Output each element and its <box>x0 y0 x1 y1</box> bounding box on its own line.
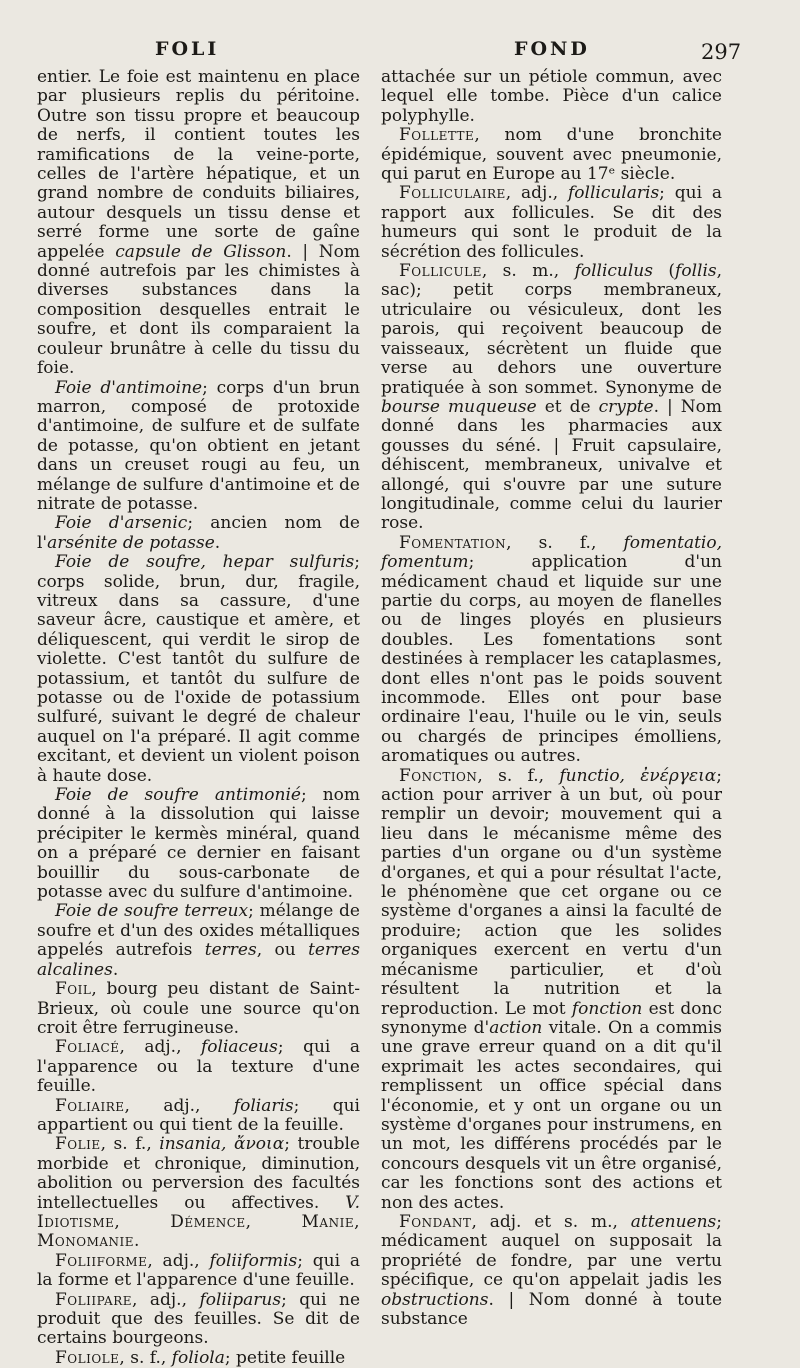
subentry-foie-arsenic: Foie d'arsenic; ancien nom de l'arsénite de potasse. <box>37 513 360 553</box>
page-number: 297 <box>701 40 742 64</box>
subentry-foie-soufre-terreux: Foie de soufre terreux; mélange de soufre et d'un des oxides métalliques appelés autrefois terres, ou terres alcalines. <box>37 901 360 980</box>
entry-folie: Folie, s. f., insania, ἄνοια; trouble morbide et chronique, diminution, abolition ou perversion des facultés intellectuelles ou affectives. V. Idiotisme, Démence, Manie, Monomanie. <box>37 1134 360 1252</box>
left-column <box>37 68 360 1368</box>
subentry-foie-antimoine: Foie d'antimoine; corps d'un brun marron, composé de protoxide d'antimoine, de sulfure et de sulfate de potasse, qu'on obtient en jetant dans un creuset rougi au feu, un mélange de sulfure d'antimoine et de nitrate de potasse. <box>37 377 360 514</box>
right-column <box>381 68 722 1329</box>
entry-follette: Follette, nom d'une bronchite épidémique, souvent avec pneumonie, qui parut en Europe au 17ᵉ siècle. <box>381 125 722 185</box>
running-head-left: FOLI <box>155 38 220 60</box>
entry-continuation: entier. Le foie est maintenu en place par plusieurs replis du péritoine. Outre son tissu propre et beaucoup de nerfs, il contient toutes les ramifications de la veine-porte, celles de l'artère hépatique, et un grand nombre de conduits biliaires, autour desquels un tissu dense et serré forme une sorte de gaîne appelée capsule de Glisson. | Nom donné autrefois par les chimistes à diverses substances dans la composition desquelles entrait le soufre, et dont ils comparaient la couleur brunâtre à celle du tissu du foie. <box>37 67 361 379</box>
entry-foliaire: Foliaire, adj., foliaris; qui appartient ou qui tient de la feuille. <box>37 1095 360 1135</box>
entry-continuation-foliole: attachée sur un pétiole commun, avec lequel elle tombe. Pièce d'un calice polyphylle. <box>381 67 722 126</box>
entry-foliipare: Foliipare, adj., foliiparus; qui ne produit que des feuilles. Se dit de certains bourgeons. <box>37 1289 360 1349</box>
entry-fomentation: Fomentation, s. f., fomentatio, fomentum; application d'un médicament chaud et liquide sur une partie du corps, au moyen de flanelles ou de linges ployés en plusieurs doubles. Les fomentations sont destinées à remplacer les cataplasmes, dont elles n'ont pas le poids souvent incommode. Elles ont pour base ordinaire l'eau, l'huile ou le vin, seuls ou chargés de principes émolliens, aromatiques ou autres. <box>381 532 722 767</box>
entry-foliiforme: Foliiforme, adj., foliiformis; qui a la forme et l'apparence d'une feuille. <box>37 1250 360 1291</box>
entry-foil: Foil, bourg peu distant de Saint-Brieux, où coule une source qu'on croit être ferrugineuse. <box>37 979 360 1038</box>
entry-folliculaire: Folliculaire, adj., follicularis; qui a rapport aux follicules. Se dit des humeurs qui sont le produit de la sécrétion des follicules. <box>381 183 723 262</box>
entry-follicule: Follicule, s. m., folliculus (follis, sac); petit corps membraneux, utriculaire ou vésiculeux, dont les parois, qui reçoivent beaucoup de vaisseaux, sécrètent un fluide que verse au dehors une ouverture pratiquée à son sommet. Synonyme de bourse muqueuse et de crypte. | Nom donné dans les pharmacies aux gousses du séné. | Fruit capsulaire, déhiscent, membraneux, univalve et allongé, qui s'ouvre par une suture longitudinale, comme celui du laurier rose. <box>381 261 723 534</box>
entry-foliace: Foliacé, adj., foliaceus; qui a l'apparence ou la texture d'une feuille. <box>37 1037 360 1097</box>
entry-foliole: Foliole, s. f., foliola; petite feuille <box>55 1347 346 1368</box>
running-head-right: FOND <box>514 38 590 60</box>
subentry-foie-soufre: Foie de soufre, hepar sulfuris; corps solide, brun, dur, fragile, vitreux dans sa cassure, d'une saveur âcre, caustique et amère, et déliquescent, qui verdit le sirop de violette. C'est tantôt du sulfure de potassium, et tantôt du sulfure de potasse ou de l'oxide de potassium sulfuré, suivant le degré de chaleur auquel on l'a préparé. Il agit comme excitant, et devient un violent poison à haute dose. <box>37 552 360 786</box>
entry-fonction: Fonction, s. f., functio, ἐνέργεια; action pour arriver à un but, où pour remplir un devoir; mouvement qui a lieu dans le mécanisme même des parties d'un organe ou d'un système d'organes, et qui a pour résultat l'acte, le phénomène que cet organe ou ce système d'organes a ainsi la faculté de produire; action que les solides organiques exercent en vertu d'un mécanisme particulier, et d'où résultent la nutrition et la reproduction. Le mot fonction est donc synonyme d'action vitale. On a commis une grave erreur quand on a dit qu'il exprimait les actes secondaires, qui remplissent un office spécial dans l'économie, et y ont un organe ou un système d'organes pour instrumens, en un mot, les différens procédés par le concours desquels vit un être organisé, car les fonctions sont des actions et non des actes. <box>381 765 722 1213</box>
subentry-foie-soufre-antimonie: Foie de soufre antimonié; nom donné à la dissolution qui laisse précipiter le kermès minéral, quand on a préparé ce dernier en faisant bouillir du sous-carbonate de potasse avec du sulfure d'antimoine. <box>37 785 361 903</box>
entry-fondant: Fondant, adj. et s. m., attenuens; médicament auquel on supposait la propriété de fondre, par une vertu spécifique, ce qu'on appelait jadis les obstructions. | Nom donné à toute substance <box>381 1211 722 1329</box>
